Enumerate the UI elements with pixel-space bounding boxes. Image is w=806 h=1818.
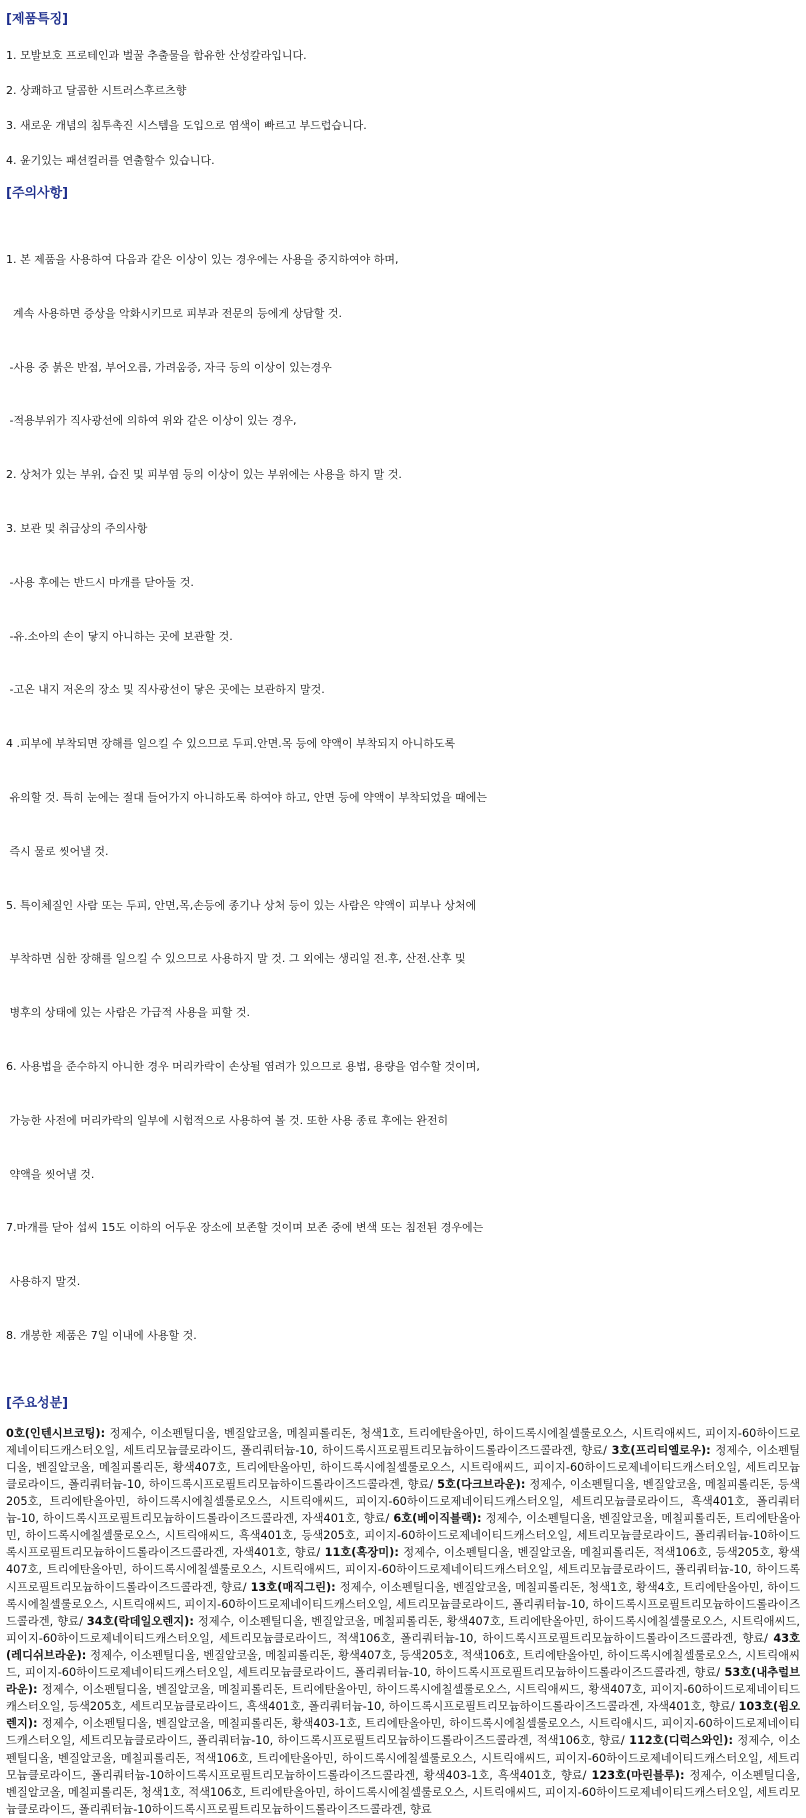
features-section bbox=[6, 0, 800, 168]
ingredients-section bbox=[6, 1396, 800, 1818]
caution-line: 4 .피부에 부착되면 장해를 일으킬 수 있으므로 두피.안면.목 등에 약액이 부착되지 아니하도록 bbox=[6, 737, 456, 751]
caution-line: -유.소아의 손이 닿지 아니하는 곳에 보관할 것. bbox=[6, 629, 233, 643]
shade-ingredients: 정제수, 이소펜틸디올, 벤질알코올, 메칠피롤리돈, 적색106호, 등색205호, 황색407호, 트리에탄올아민, 하이드록시에칠셀룰로오스, 시트릭애씨드, 피이지-60하이드로제네이티드캐스터오일, 세트리모늄클로라이드, 폴리쿼터늄-10, 하이드록시프로필트리모늄하이드롤라이즈드콜라겐, 향료/ bbox=[6, 1546, 800, 1594]
shade-name: 3호(프리티옐로우): bbox=[611, 1443, 711, 1457]
caution-line: 병후의 상태에 있는 사람은 가급적 사용을 피할 것. bbox=[6, 1006, 250, 1020]
caution-line: -사용 중 붉은 반점, 부어오름, 가려움증, 자극 등의 이상이 있는경우 bbox=[6, 360, 332, 374]
shade-ingredients: 정제수, 이소펜틸디올, 벤질알코올, 메칠피롤리돈, 황색407호, 트리에탄올아민, 하이드록시에칠셀룰로오스, 시트릭애씨드, 피이지-60하이드로제네이티드캐스터오일, 세트리모늄클로라이드, 폴리쿼터늄-10, 하이드록시프로필트리모늄하이드롤라이즈드콜라겐, 향료/ bbox=[6, 1443, 800, 1492]
shade-name: 53호(내추럴브라운): bbox=[6, 1666, 800, 1697]
caution-line: 사용하지 말것. bbox=[6, 1275, 81, 1289]
caution-line: 2. 상처가 있는 부위, 습진 및 피부염 등의 이상이 있는 부위에는 사용을 하지 말 것. bbox=[6, 468, 402, 482]
feature-item: 2. 상쾌하고 달콤한 시트러스후르츠향 bbox=[6, 84, 187, 97]
caution-line: 즉시 물로 씻어낼 것. bbox=[6, 844, 109, 858]
shade-name: 112호(디럭스와인): bbox=[629, 1734, 733, 1748]
caution-line: -사용 후에는 반드시 마개를 닫아둘 것. bbox=[6, 575, 194, 589]
cautions-body bbox=[6, 214, 800, 1382]
shade-ingredients: 정제수, 이소펜틸디올, 벤질알코올, 메칠피롤리돈, 트리에탄올아민, 하이드록시에칠셀룰로오스, 시트릭애씨드, 흑색401호, 등색205호, 피이지-60하이드로제네이티드캐스터오일, 세트리모늄클로라이드, 폴리쿼터늄-10하이드록시프로필트리모늄하이드롤라이즈드콜라겐, 자색401호, 향료/ bbox=[6, 1512, 800, 1560]
caution-line: -적용부위가 직사광선에 의하여 위와 같은 이상이 있는 경우, bbox=[6, 414, 297, 428]
cautions-heading: [주의사항] bbox=[6, 186, 69, 201]
features-heading: [제품특징] bbox=[6, 12, 69, 27]
caution-line: 유의할 것. 특히 눈에는 절대 들어가지 아니하도록 하여야 하고, 안면 등에 약액이 부착되었을 때에는 bbox=[6, 790, 487, 804]
shade-ingredients: 정제수, 이소펜틸디올, 벤질알코올, 메칠피롤리돈, 적색106호, 트리에탄올아민, 하이드록시에칠셀룰로오스, 시트릭애씨드, 피이지-60하이드로제네이티드캐스터오일, 세트리모늄클로라이드, 폴리쿼터늄-10하이드록시프로필트리모늄하이드롤라이즈드콜라겐, 황색403-1호, 흑색401호, 향료/ bbox=[6, 1734, 800, 1782]
caution-line: 1. 본 제품을 사용하여 다음과 같은 이상이 있는 경우에는 사용을 중지하여야 하며, bbox=[6, 253, 399, 266]
shade-name: 13호(매직그린): bbox=[250, 1580, 336, 1594]
shade-ingredients: 정제수, 이소펜틸디올, 벤질알코올, 메칠피롤리돈, 등색205호, 트리에탄올아민, 하이드록시에칠셀룰로오스, 시트릭애씨드, 피이지-60하이드로제네이티드캐스터오일, 세트리모늄클로라이드, 흑색401호, 폴리쿼터늄-10, 하이드록시프로필트리모늄하이드롤라이즈드콜라겐, 자색401호, 향료/ bbox=[6, 1478, 800, 1526]
feature-item: 4. 윤기있는 패션컬러를 연출할수 있습니다. bbox=[6, 154, 215, 167]
shade-ingredients: 정제수, 이소펜틸디올, 벤질알코올, 메칠피롤리돈, 청색1호, 적색106호, 트리에탄올아민, 하이드록시에칠셀룰로오스, 시트릭애씨드, 피이지-60하이드로제네이티드캐스터오일, 세트리모늄클로라이드, 폴리쿼터늄-10하이드록시프로필트리모늄하이드롤라이즈드콜라겐, 향료 bbox=[6, 1768, 800, 1816]
ingredients-body bbox=[6, 1425, 800, 1818]
caution-line: 6. 사용법을 준수하지 아니한 경우 머리카락이 손상될 염려가 있으므로 용법, 용량을 엄수할 것이며, bbox=[6, 1059, 480, 1073]
caution-line: 5. 특이체질인 사람 또는 두피, 안면,목,손등에 종기나 상처 등이 있는 사람은 약액이 피부나 상처에 bbox=[6, 898, 477, 912]
shade-ingredients: 정제수, 이소펜틸디올, 벤질알코올, 메칠피롤리돈, 황색407호, 트리에탄올아민, 하이드록시에칠셀룰로오스, 시트릭애씨드, 피이지-60하이드로제네이티드캐스터오일, 세트리모늄클로라이드, 적색106호, 폴리쿼터늄-10, 하이드록시프로필트리모늄하이드롤라이즈드콜라겐, 향료/ bbox=[6, 1614, 800, 1645]
caution-line: 약액을 씻어낼 것. bbox=[6, 1167, 95, 1181]
caution-line: 3. 보관 및 취급상의 주의사항 bbox=[6, 521, 148, 535]
caution-line: 가능한 사전에 머리카락의 일부에 시험적으로 사용하여 볼 것. 또한 사용 종료 후에는 완전히 bbox=[6, 1113, 449, 1127]
caution-line: 계속 사용하면 증상을 악화시키므로 피부과 전문의 등에게 상담할 것. bbox=[6, 306, 342, 320]
shade-name: 43호(레디쉬브라운): bbox=[6, 1631, 800, 1662]
feature-item: 3. 새로운 개념의 침투촉진 시스템을 도입으로 염색이 빠르고 부드럽습니다. bbox=[6, 119, 367, 132]
caution-line: 8. 개봉한 제품은 7일 이내에 사용할 것. bbox=[6, 1328, 197, 1342]
shade-name: 11호(흑장미): bbox=[324, 1546, 399, 1560]
shade-name: 103호(윔오렌지): bbox=[6, 1700, 800, 1731]
shade-name: 6호(베이직블랙): bbox=[393, 1512, 482, 1526]
caution-line: 7.마개를 닫아 섭씨 15도 이하의 어두운 장소에 보존할 것이며 보존 중에 변색 또는 침전된 경우에는 bbox=[6, 1221, 484, 1235]
shade-name: 5호(다크브라운): bbox=[437, 1478, 526, 1492]
caution-line: 부착하면 심한 장해를 일으킬 수 있으므로 사용하지 말 것. 그 외에는 생리일 전.후, 산전.산후 및 bbox=[6, 952, 466, 966]
shade-ingredients: 정제수, 이소펜틸디올, 벤질알코올, 메칠피롤리돈, 청색1호, 황색4호, 트리에탄올아민, 하이드록시에칠셀룰로오스, 시트릭애씨드, 피이지-60하이드로제네이티드캐스터오일, 세트리모늄클로라이드, 폴리쿼터늄-10, 하이드록시프로필트리모늄하이드롤라이즈드콜라겐, 향료/ bbox=[6, 1580, 801, 1628]
shade-ingredients: 정제수, 이소펜틸디올, 벤질알코올, 메칠피롤리돈, 청색1호, 트리에탄올아민, 하이드록시에칠셀룰로오스, 시트릭애씨드, 피이지-60하이드로제네이티드캐스터오일, 세트리모늄클로라이드, 폴리쿼터늄-10, 하이드록시프로필트리모늄하이드롤라이즈드콜라겐, 향료/ bbox=[6, 1426, 800, 1457]
shade-name: 123호(마린블루): bbox=[591, 1768, 685, 1782]
shade-ingredients: 정제수, 이소펜틸디올, 벤질알코올, 메칠피롤리돈, 황색403-1호, 트리에탄올아민, 하이드록시에칠셀룰로오스, 시트릭애시드, 피이지-60하이드로제네이티드캐스터오일, 세트리모늄클로라이드, 폴리쿼터늄-10, 하이드록시프로필트리모늄하이드롤라이즈드콜라겐, 적색106호, 향료/ bbox=[6, 1717, 800, 1748]
shade-ingredients: 정제수, 이소펜틸디올, 벤질알코올, 메칠피롤리돈, 트리에탄올아민, 하이드록시에칠셀룰로오스, 시트릭애씨드, 황색407호, 피이지-60하이드로제네이티드캐스터오일, 등색205호, 세트리모늄클로라이드, 흑색401호, 폴리쿼터늄-10, 하이드록시프로필트리모늄하이드롤라이즈드콜라겐, 자색401호, 향료/ bbox=[6, 1683, 800, 1714]
ingredients-heading: [주요성분] bbox=[6, 1395, 69, 1411]
shade-name: 34호(락데일오렌지): bbox=[86, 1614, 194, 1628]
cautions-section bbox=[6, 186, 800, 1382]
shade-name: 0호(인텐시브코팅): bbox=[6, 1426, 106, 1440]
caution-line: -고온 내지 저온의 장소 및 직사광선이 닿은 곳에는 보관하지 말것. bbox=[6, 683, 325, 697]
shade-ingredients: 정제수, 이소펜틸디올, 벤질알코올, 메칠피롤리돈, 황색407호, 등색205호, 적색106호, 트리에탄올아민, 하이드록시에칠셀룰로오스, 시트릭애씨드, 피이지-60하이드로제네이티드캐스터오일, 세트리모늄클로라이드, 폴리쿼터늄-10, 하이드록시프로필트리모늄하이드롤라이즈드콜라겐, 향료/ bbox=[6, 1648, 800, 1680]
feature-item: 1. 모발보호 프로테인과 벌꿀 추출물을 함유한 산성칼라입니다. bbox=[6, 49, 307, 62]
